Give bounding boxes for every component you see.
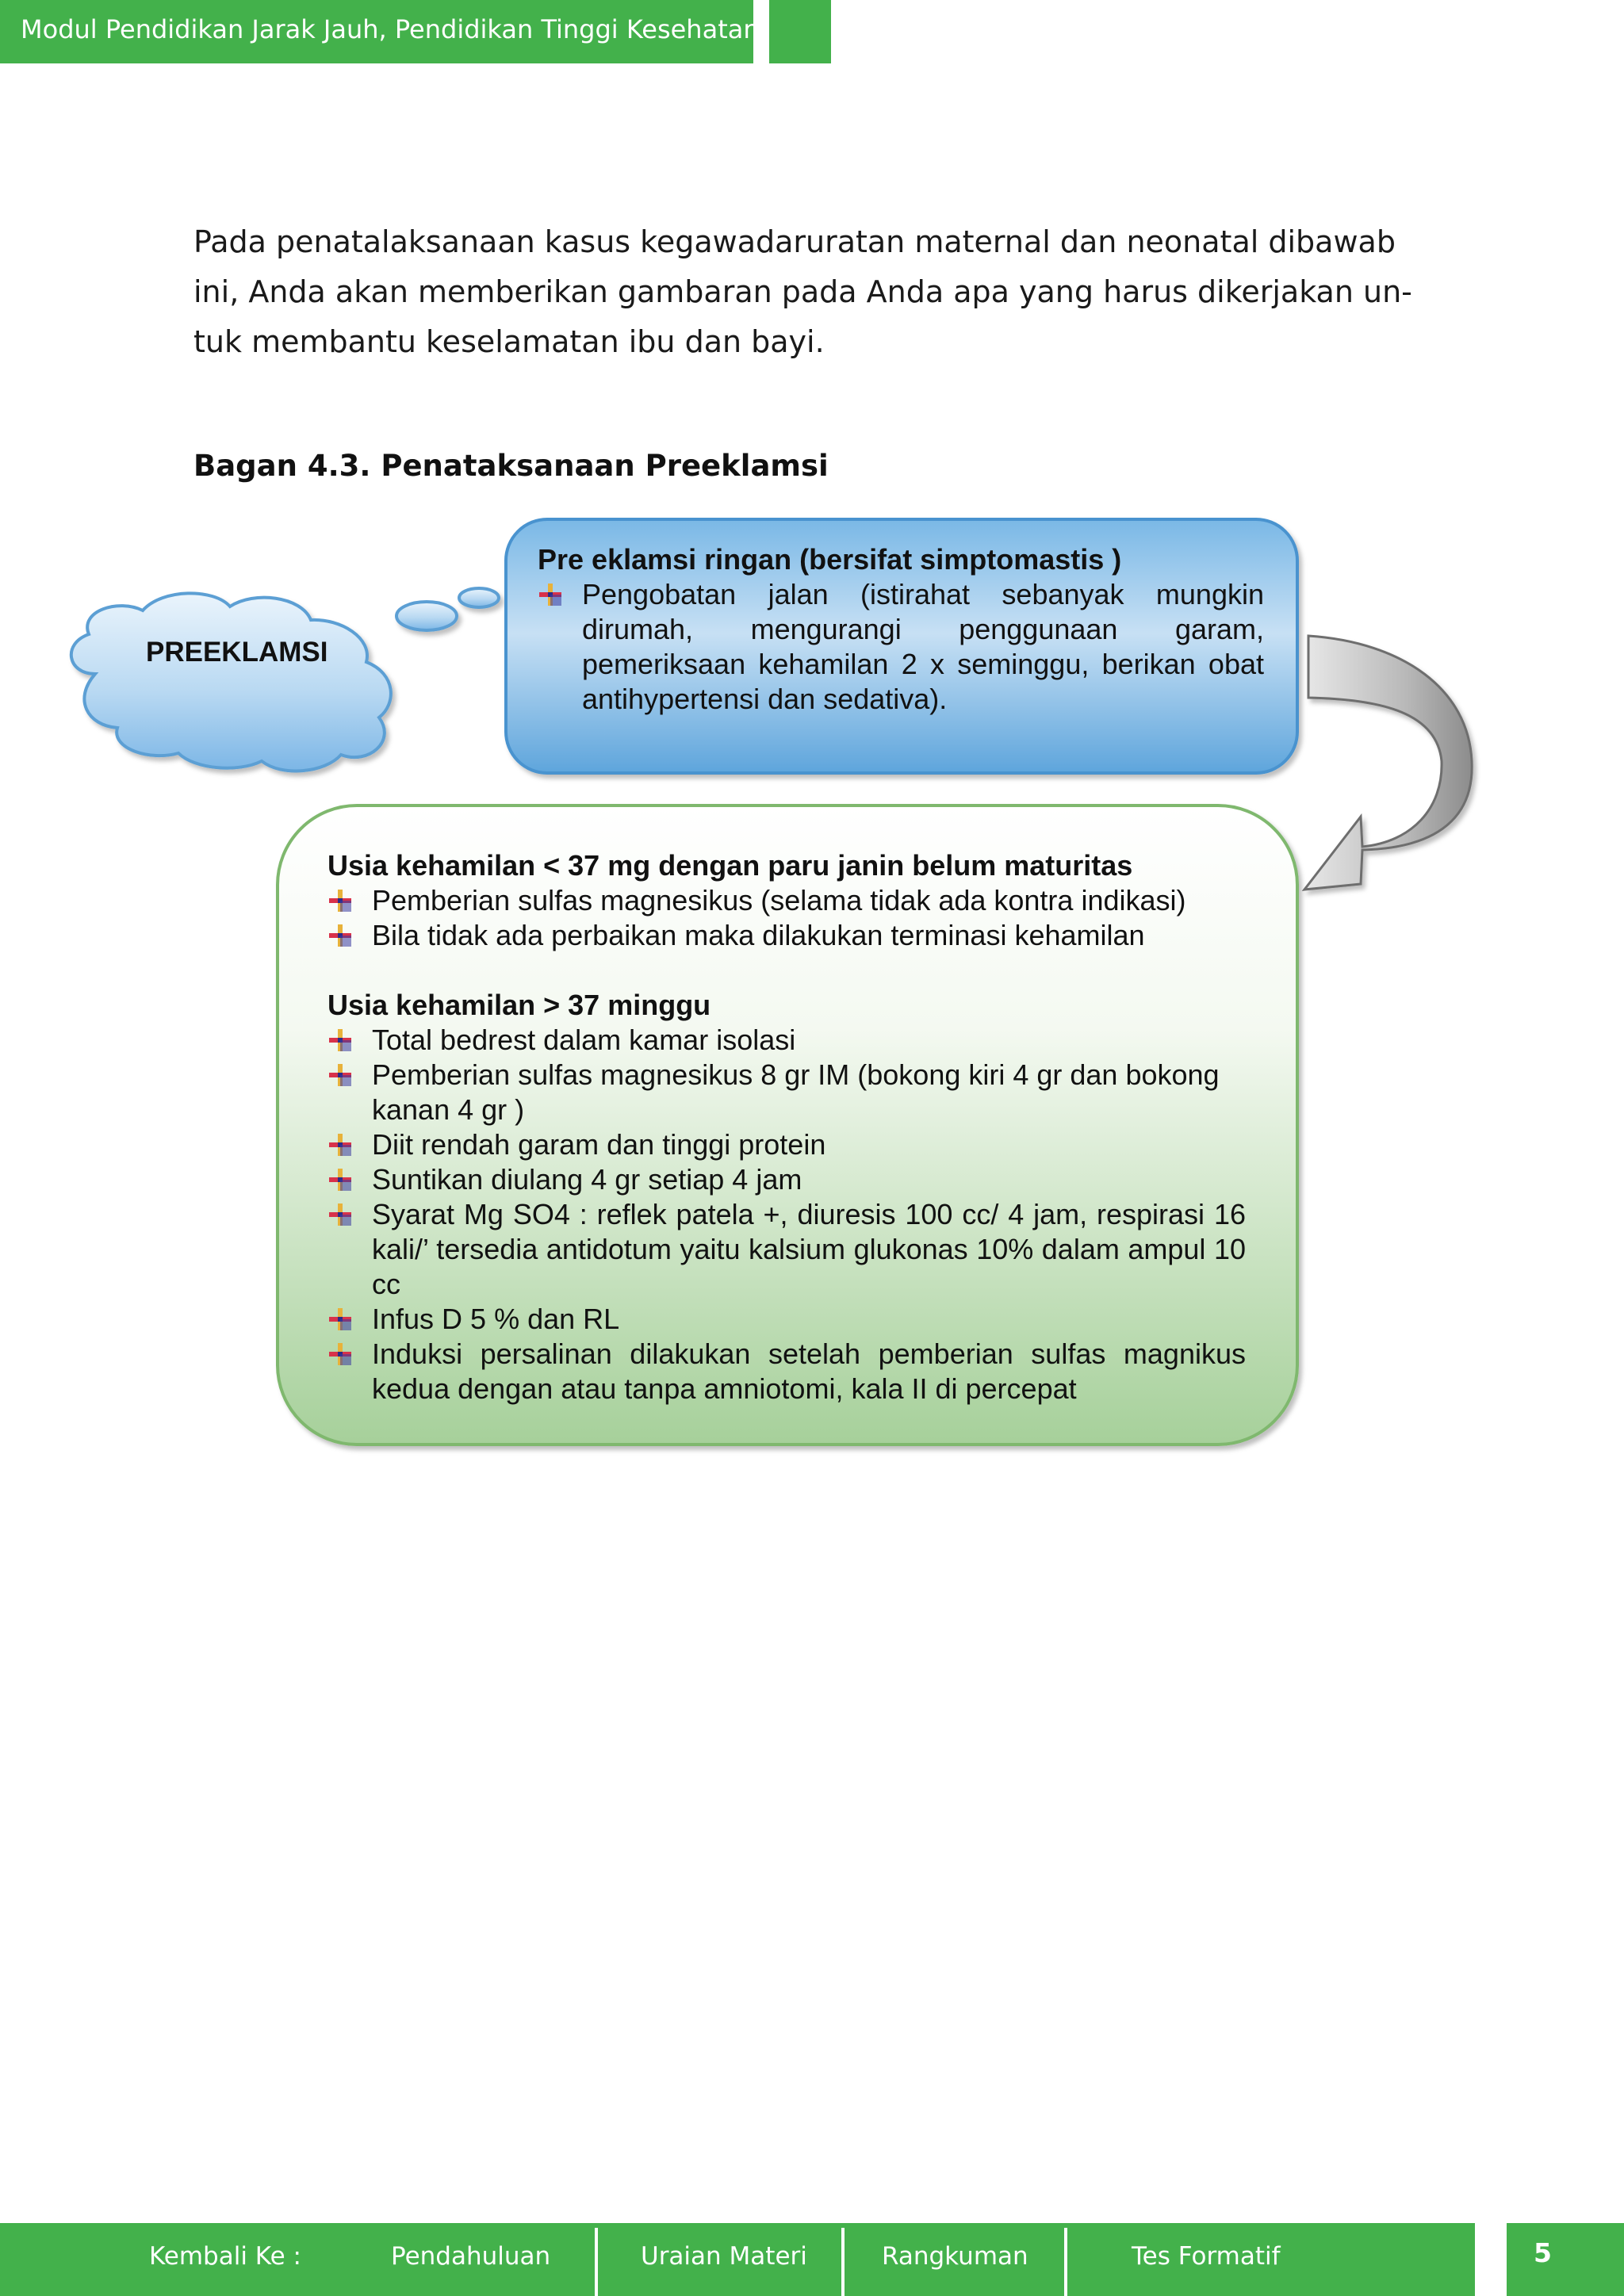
- plus-bullet-icon: [327, 1062, 353, 1088]
- list-item: [327, 1337, 1246, 1406]
- list-item-text: Syarat Mg SO4 : reflek patela +, diuresis 100 cc/ 4 jam, respirasi 16 kali/’ tersedia antidotum yaitu kalsium glukonas 10% dalam ampul 10 cc: [372, 1198, 1246, 1300]
- list-item-text: Total bedrest dalam kamar isolasi: [372, 1024, 796, 1056]
- plus-bullet-icon: [327, 1027, 353, 1053]
- list-item-text: Suntikan diulang 4 gr setiap 4 jam: [372, 1163, 802, 1196]
- list-item: [327, 1302, 1246, 1337]
- list-item: [327, 1023, 1246, 1058]
- severe-box-content: [327, 848, 1246, 1406]
- list-item-text: Diit rendah garam dan tinggi protein: [372, 1128, 826, 1161]
- page-number: 5: [1534, 2237, 1552, 2268]
- nav-uraian-materi[interactable]: Uraian Materi: [641, 2242, 807, 2271]
- intro-line: Pada penatalaksanaan kasus kegawadaruratan maternal dan neonatal dibawab: [193, 224, 1396, 259]
- intro-line: tuk membantu keselamatan ibu dan bayi.: [193, 324, 825, 359]
- nav-rangkuman[interactable]: Rangkuman: [882, 2242, 1028, 2271]
- plus-bullet-icon: [327, 923, 353, 948]
- plus-bullet-icon: [327, 1202, 353, 1227]
- mild-box-content: [538, 542, 1264, 717]
- cloud-label: PREEKLAMSI: [146, 637, 328, 668]
- list-item: [327, 918, 1246, 953]
- module-title: Modul Pendidikan Jarak Jauh, Pendidikan Tinggi Kesehatan: [21, 14, 760, 44]
- list-item: [327, 1058, 1246, 1127]
- page-number-box: [1507, 2223, 1624, 2296]
- list-item: [327, 883, 1246, 918]
- curved-arrow: [1304, 636, 1472, 890]
- group2-heading: Usia kehamilan > 37 minggu: [327, 989, 711, 1021]
- nav-pendahuluan[interactable]: Pendahuluan: [391, 2242, 551, 2271]
- plus-bullet-icon: [327, 888, 353, 913]
- back-label: Kembali Ke :: [149, 2242, 301, 2271]
- preeklamsi-cloud: [71, 588, 499, 771]
- figure-caption: Bagan 4.3. Penataksanaan Preeklamsi: [193, 449, 829, 483]
- plus-bullet-icon: [327, 1167, 353, 1192]
- group1-heading: Usia kehamilan < 37 mg dengan paru janin belum maturitas: [327, 849, 1133, 882]
- list-item-text: Induksi persalinan dilakukan setelah pemberian sulfas magnikus kedua dengan atau tanpa amniotomi, kala II di percepat: [372, 1337, 1246, 1405]
- list-item: [538, 577, 1264, 717]
- nav-tes-formatif[interactable]: Tes Formatif: [1132, 2242, 1281, 2271]
- mild-heading: Pre eklamsi ringan (bersifat simptomastis ): [538, 543, 1122, 576]
- list-item-text: Pengobatan jalan (istirahat sebanyak mungkin dirumah, mengurangi penggunaan garam, pemeriksaan kehamilan 2 x seminggu, berikan obat antihypertensi dan sedativa).: [582, 578, 1264, 715]
- list-item: [327, 1197, 1246, 1302]
- plus-bullet-icon: [327, 1341, 353, 1367]
- plus-bullet-icon: [327, 1307, 353, 1332]
- list-item-text: Bila tidak ada perbaikan maka dilakukan terminasi kehamilan: [372, 919, 1145, 951]
- plus-bullet-icon: [538, 582, 563, 607]
- list-item: [327, 1127, 1246, 1162]
- plus-bullet-icon: [327, 1132, 353, 1158]
- list-item-text: Pemberian sulfas magnesikus (selama tidak ada kontra indikasi): [372, 884, 1186, 916]
- list-item-text: Pemberian sulfas magnesikus 8 gr IM (bokong kiri 4 gr dan bokong kanan 4 gr ): [372, 1058, 1220, 1126]
- list-item-text: Infus D 5 % dan RL: [372, 1303, 620, 1335]
- intro-line: ini, Anda akan memberikan gambaran pada Anda apa yang harus dikerjakan un-: [193, 274, 1412, 309]
- list-item: [327, 1162, 1246, 1197]
